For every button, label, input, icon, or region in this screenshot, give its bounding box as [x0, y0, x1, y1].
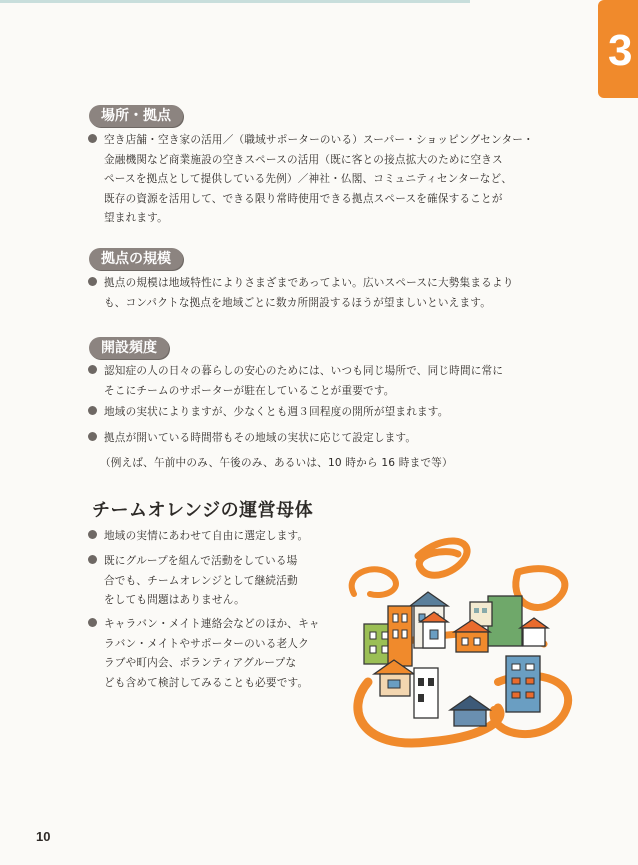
section-label-scale: 拠点の規模 — [89, 248, 183, 270]
section-label-location: 場所・拠点 — [89, 105, 183, 127]
page-number: 10 — [36, 829, 51, 844]
section-heading-operations: チームオレンジの運営母体 — [92, 500, 314, 521]
bullet-frequency-1: 認知症の人の日々の暮らしの安心のためには、いつも同じ場所で、同じ時間に常に そこにチームのサポーターが駐在していることが重要です。 — [88, 362, 549, 401]
bullet-scale: 拠点の規模は地域特性によりさまざまであってよい。広いスペースに大勢集まるより も、コンパクトな拠点を地域ごとに数カ所開設するほうが望ましいといえます。 — [88, 274, 549, 313]
bullet-dot — [88, 406, 97, 415]
chapter-tab — [598, 0, 638, 98]
frequency-example-note: （例えば、午前中のみ、午後のみ、あるいは、10 時から 16 時まで等） — [100, 457, 453, 469]
top-rule — [0, 0, 470, 3]
bullet-dot — [88, 365, 97, 374]
chapter-number: 3 — [608, 26, 633, 75]
bullet-operations-1: 地域の実情にあわせて自由に選定します。 — [88, 527, 364, 547]
section-label-frequency: 開設頻度 — [89, 337, 169, 359]
bullet-dot — [88, 277, 97, 286]
bullet-frequency-2: 地域の実状によりますが、少なくとも週３回程度の開所が望まれます。 — [88, 403, 549, 423]
bullet-dot — [88, 555, 97, 564]
bullet-dot — [88, 134, 97, 143]
bullet-dot — [88, 432, 97, 441]
bullet-dot — [88, 618, 97, 627]
bullet-location: 空き店舗・空き家の活用／（職域サポーターのいる）スーパー・ショッピングセンター・ 金融機関など商業施設の空きスペースの活用（既に客との接点拡大のために空きス ペースを拠点として提供している先例）／神社・仏閣、コミュニティセンターなど、 既存の資源を活用して、できる限り常時使用できる拠点スペースを確保することが 望まれます。 — [88, 131, 549, 229]
bullet-dot — [88, 530, 97, 539]
bullet-operations-3: キャラバン・メイト連絡会などのほか、キャ ラバン・メイトやサポーターのいる老人ク ラブや町内会、ボランティアグループな ども含めて検討してみることも必要です。 — [88, 615, 364, 693]
town-illustration — [348, 532, 584, 762]
bullet-operations-2: 既にグループを組んで活動をしている場 合でも、チームオレンジとして継続活動 をしても問題はありません。 — [88, 552, 364, 611]
bullet-frequency-3: 拠点が開いている時間帯もその地域の実状に応じて設定します。 — [88, 429, 549, 449]
